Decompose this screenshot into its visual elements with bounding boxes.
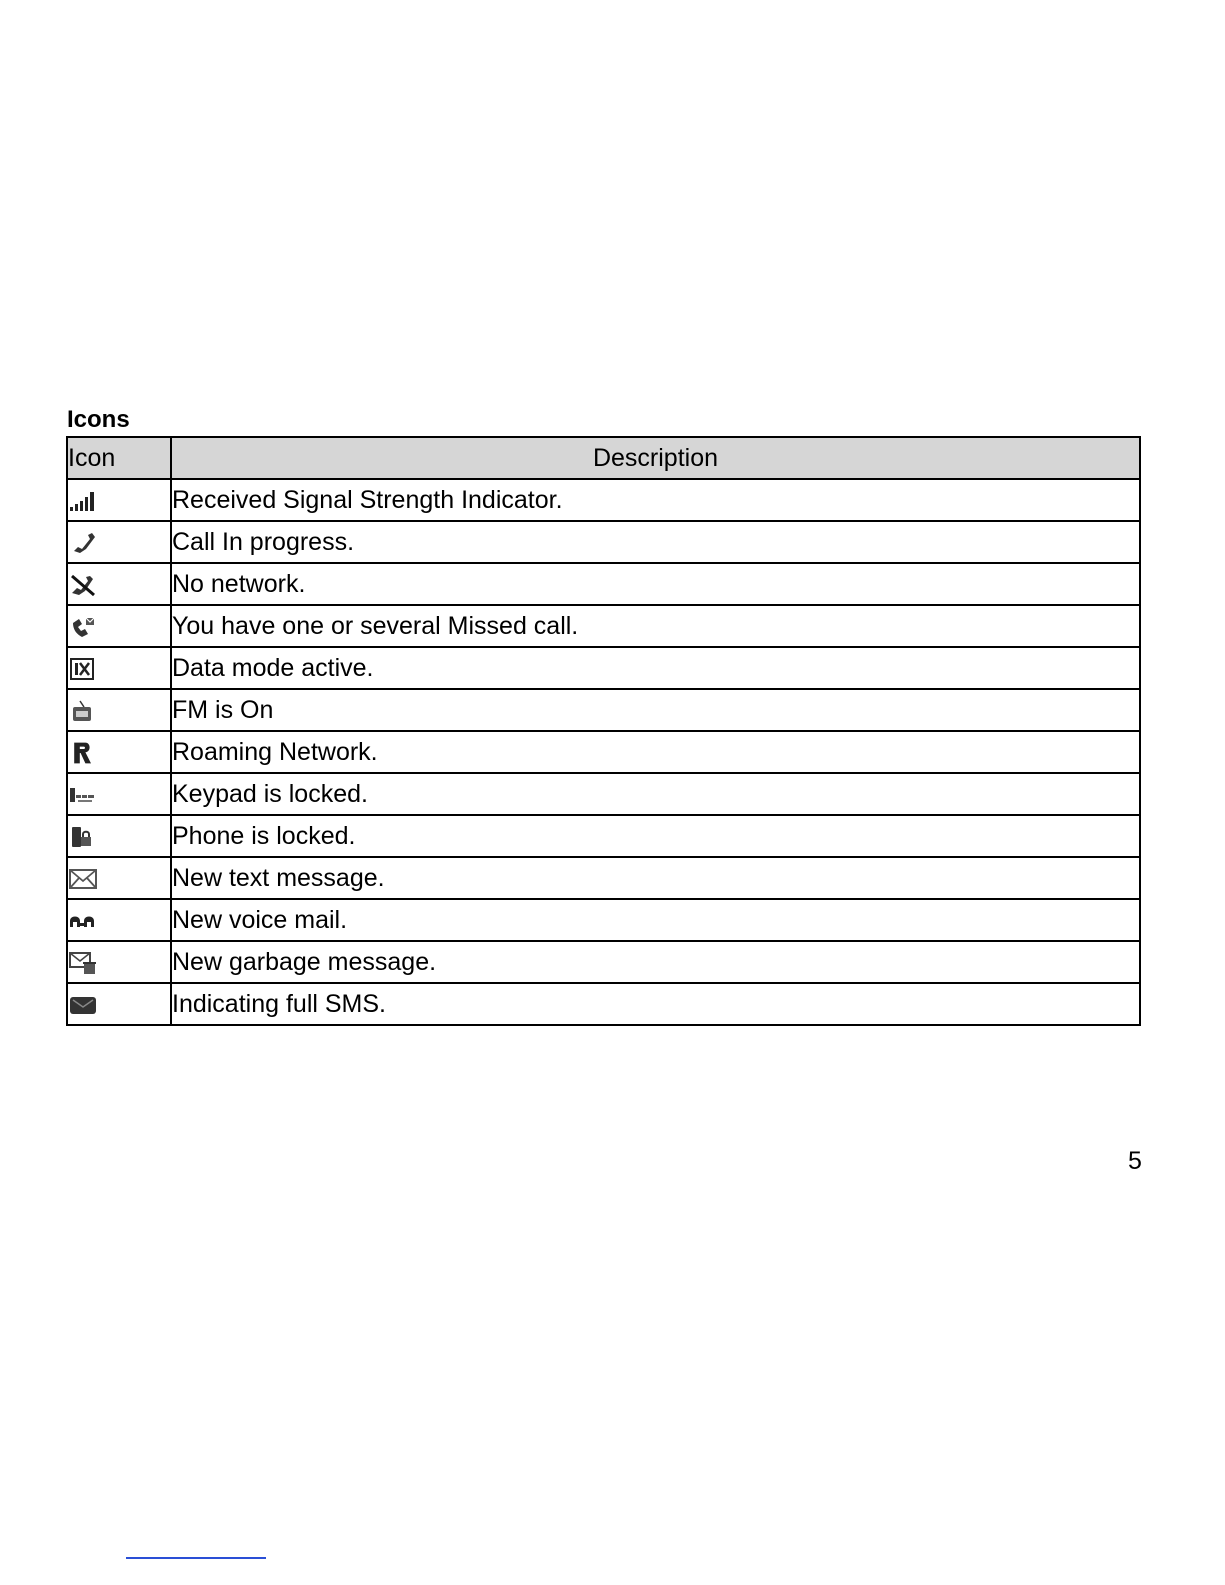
table-row <box>67 857 1140 899</box>
keypad-locked-icon <box>68 783 98 807</box>
table-row <box>67 773 1140 815</box>
table-row <box>67 563 1140 605</box>
row-description: New text message. <box>171 857 1140 899</box>
roaming-icon <box>68 741 98 765</box>
page-number: 5 <box>1128 1147 1142 1175</box>
voicemail-icon <box>68 909 98 933</box>
footer-divider <box>126 1557 266 1559</box>
row-description: New voice mail. <box>171 899 1140 941</box>
row-description: No network. <box>171 563 1140 605</box>
row-description: New garbage message. <box>171 941 1140 983</box>
row-description: Received Signal Strength Indicator. <box>171 479 1140 521</box>
row-description: Keypad is locked. <box>171 773 1140 815</box>
description-column-header: Description <box>171 437 1140 479</box>
icon-column-header: Icon <box>67 437 171 479</box>
row-description: Call In progress. <box>171 521 1140 563</box>
icons-table <box>66 436 1141 1026</box>
signal-strength-icon <box>68 489 98 513</box>
garbage-message-icon <box>68 951 98 975</box>
table-row <box>67 521 1140 563</box>
fm-radio-icon <box>68 699 98 723</box>
full-sms-icon <box>68 993 98 1017</box>
table-row <box>67 647 1140 689</box>
call-in-progress-icon <box>68 531 98 555</box>
table-row <box>67 479 1140 521</box>
table-row <box>67 605 1140 647</box>
table-row <box>67 731 1140 773</box>
table-row <box>67 899 1140 941</box>
table-row <box>67 983 1140 1025</box>
table-row <box>67 815 1140 857</box>
row-description: Roaming Network. <box>171 731 1140 773</box>
row-description: FM is On <box>171 689 1140 731</box>
envelope-icon <box>68 867 98 891</box>
phone-locked-icon <box>68 825 98 849</box>
table-header-row <box>67 437 1140 479</box>
section-title: Icons <box>67 406 130 433</box>
row-description: Indicating full SMS. <box>171 983 1140 1025</box>
table-row <box>67 689 1140 731</box>
data-mode-icon <box>68 657 98 681</box>
row-description: You have one or several Missed call. <box>171 605 1140 647</box>
no-network-icon <box>68 573 98 597</box>
row-description: Data mode active. <box>171 647 1140 689</box>
table-row <box>67 941 1140 983</box>
missed-call-icon <box>68 615 98 639</box>
row-description: Phone is locked. <box>171 815 1140 857</box>
